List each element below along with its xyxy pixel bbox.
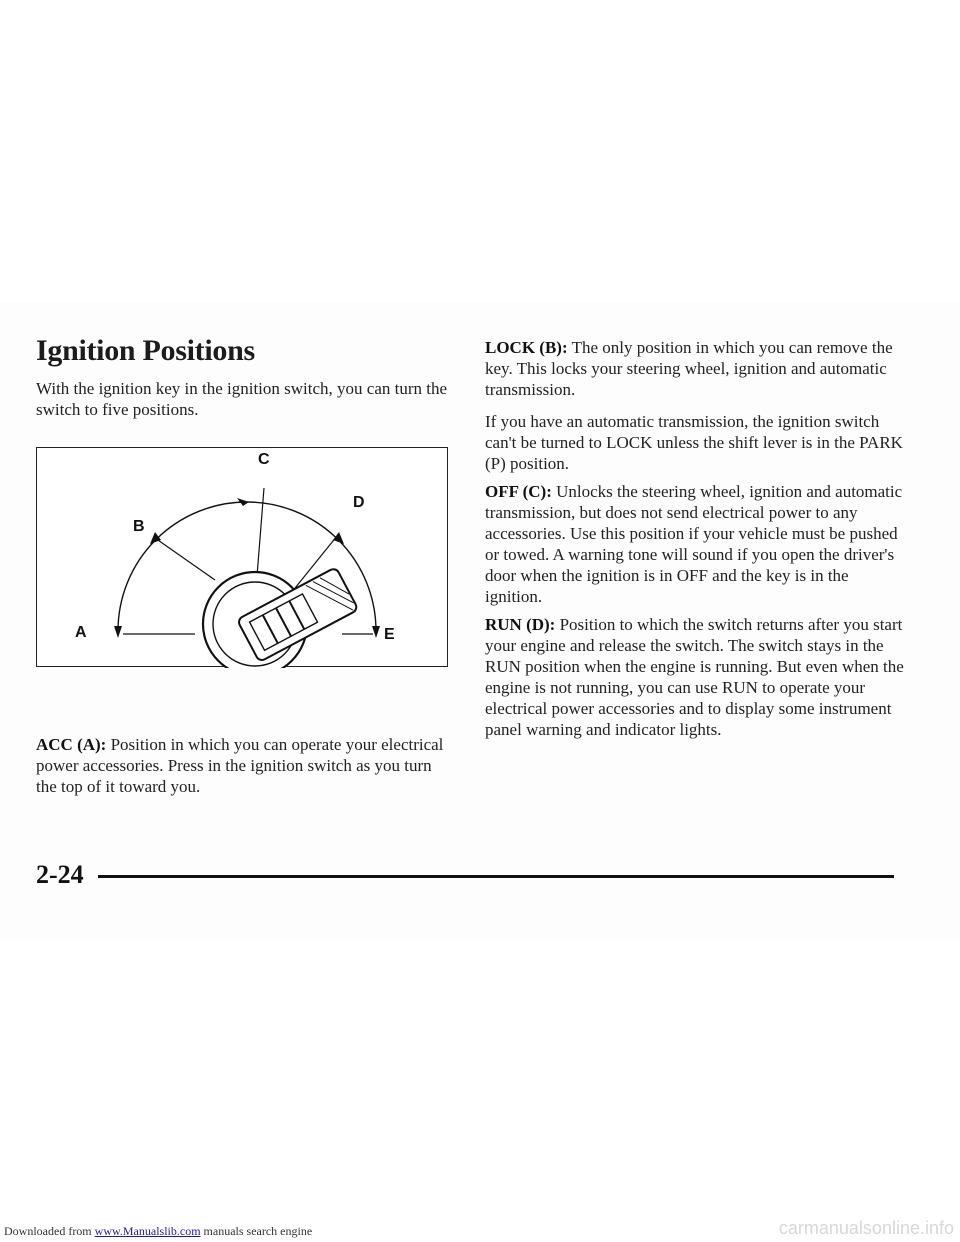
- lock-paragraph: [485, 337, 905, 400]
- lock-text: The only position in which you can remove the key. This locks your steering wheel, ignition and automatic transmission.: [485, 338, 893, 399]
- arrow-a-icon: [114, 626, 122, 638]
- off-paragraph: [485, 481, 905, 607]
- lock-term: LOCK (B):: [485, 338, 568, 357]
- acc-paragraph: [36, 734, 456, 797]
- download-notice: [4, 1224, 312, 1239]
- top-margin: [0, 0, 960, 302]
- run-text: Position to which the switch returns after you start your engine and release the switch. The switch stays in the RUN position when the engine is running. But even when the engine is not running, you can use RUN to operate your electrical power accessories and to display some instrument panel warning and indicator lights.: [485, 615, 904, 739]
- lock-note-paragraph: If you have an automatic transmission, the ignition switch can't be turned to LOCK unless the shift lever is in the PARK (P) position.: [485, 412, 903, 473]
- watermark: carmanualsonline.info: [778, 1218, 954, 1238]
- run-paragraph: [485, 614, 905, 740]
- manualslib-link[interactable]: www.Manualslib.com: [94, 1224, 201, 1238]
- label-c: C: [258, 451, 270, 468]
- bottom-margin: [0, 940, 960, 1242]
- label-d: D: [353, 494, 365, 511]
- intro-paragraph: With the ignition key in the ignition switch, you can turn the switch to five positions.: [36, 379, 448, 419]
- page-number: 2-24: [36, 860, 84, 889]
- pointer-b: [155, 538, 215, 580]
- pointer-c: [257, 488, 264, 576]
- download-prefix: Downloaded from: [4, 1224, 95, 1238]
- download-suffix: manuals search engine: [200, 1224, 313, 1238]
- arrow-e-icon: [372, 626, 380, 638]
- ignition-positions-figure: [36, 447, 448, 667]
- acc-text: Position in which you can operate your electrical power accessories. Press in the ignition switch as you turn the top of it toward you.: [36, 735, 444, 796]
- off-term: OFF (C):: [485, 482, 552, 501]
- acc-term: ACC (A):: [36, 735, 107, 754]
- footer-rule: [98, 875, 894, 878]
- label-a: A: [75, 624, 87, 641]
- off-text: Unlocks the steering wheel, ignition and automatic transmission, but does not send electrical power to any accessories. Use this position if your vehicle must be pushed or towed. A warning tone will sound if you open the driver's door when the ignition is in OFF and the key is in the ignition.: [485, 482, 903, 606]
- label-e: E: [384, 626, 395, 643]
- page-title: Ignition Positions: [36, 334, 255, 367]
- label-b: B: [133, 518, 145, 535]
- run-term: RUN (D):: [485, 615, 556, 634]
